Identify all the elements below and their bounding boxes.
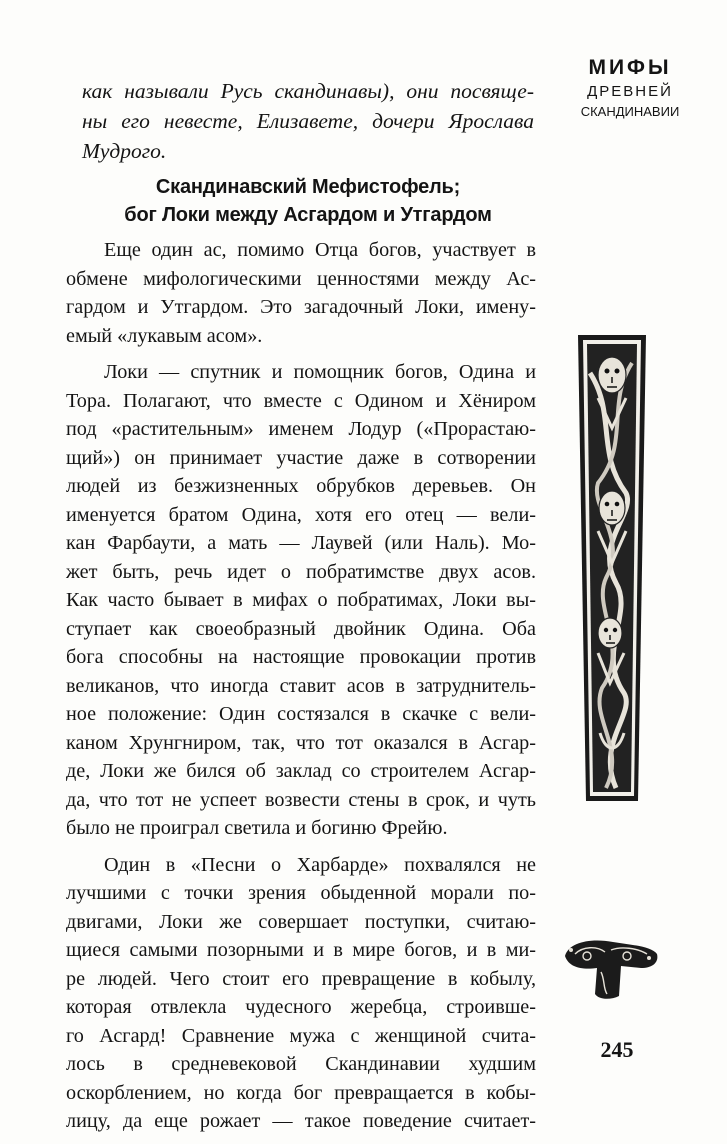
text-line: емый «лукавым асом». bbox=[66, 324, 263, 347]
paragraph-1 bbox=[66, 236, 536, 350]
section-heading-line-1: Скандинавский Мефистофель; bbox=[155, 176, 461, 198]
text-line: оскорблением, но когда бог превращается в кобы- bbox=[66, 1081, 536, 1104]
text-line: которая отвлекла чудесного жеребца, строивше- bbox=[66, 996, 536, 1018]
text-line: кан Фарбаути, а мать — Лаувей (или Наль). Мо- bbox=[66, 532, 536, 554]
text-line: го Асгард! Сравнение мужа с женщиной счита- bbox=[66, 1024, 536, 1047]
text-line: щиеся самыми позорными и в мире богов, и в ми- bbox=[66, 939, 536, 961]
text-line: лучшими с точки зрения обыденной морали по- bbox=[66, 882, 536, 904]
carved-panel-illustration bbox=[576, 333, 648, 803]
text-line: Тора. Полагают, что вместе с Одином и Хёниром bbox=[66, 389, 536, 412]
text-line: было не проиграл светила и богиню Фрейю. bbox=[66, 817, 448, 839]
running-title bbox=[570, 55, 690, 121]
text-line: каном Хрунгниром, так, что тот оказался в Асгар- bbox=[66, 731, 536, 754]
text-line: щий») он принимает участие даже в сотворении bbox=[66, 446, 536, 469]
intro-line: как называли Русь скандинавы), они посвяще- bbox=[82, 79, 534, 103]
text-line: жет быть, речь идет о побратимстве двух асов. bbox=[66, 560, 536, 583]
page-number: 245 bbox=[600, 1037, 634, 1062]
text-line: под «растительным» именем Лодур («Прорастаю- bbox=[66, 418, 536, 440]
text-line: лицу, да еще рожает — такое поведение считает- bbox=[66, 1110, 536, 1132]
text-line: ступает как своеобразный двойник Одина. Оба bbox=[66, 617, 536, 640]
text-line: Один в «Песни о Харбарде» похвалялся не bbox=[104, 853, 536, 876]
paragraph-2 bbox=[66, 358, 536, 843]
intro-line: ны его невесте, Елизавете, дочери Ярослава bbox=[82, 109, 534, 133]
body-text bbox=[66, 236, 536, 1144]
section-heading bbox=[82, 173, 534, 229]
text-line: Еще один ас, помимо Отца богов, участвует в bbox=[104, 239, 536, 261]
text-line: великанов, что иногда ставит асов в затруднитель- bbox=[66, 674, 536, 697]
text-line: де, Локи же бился об заклад со строителем Асгар- bbox=[66, 760, 536, 782]
running-title-line-1: МИФЫ bbox=[588, 56, 672, 79]
text-line: Локи — спутник и помощник богов, Одина и bbox=[104, 361, 536, 383]
text-line: обмене мифологическими ценностями между Ас- bbox=[66, 267, 536, 290]
hilt-illustration bbox=[561, 936, 661, 1002]
intro-continuation bbox=[82, 76, 534, 166]
running-title-line-3: СКАНДИНАВИИ bbox=[580, 104, 680, 119]
section-heading-line-2: бог Локи между Асгардом и Утгардом bbox=[124, 204, 492, 226]
running-title-line-2: ДРЕВНЕЙ bbox=[587, 83, 673, 100]
text-line: гардом и Утгардом. Это загадочный Локи, имену- bbox=[66, 296, 536, 318]
text-line: двигами, Локи же совершает поступки, считаю- bbox=[66, 910, 536, 933]
text-line: именуется братом Одина, хотя его отец — вели- bbox=[66, 503, 536, 526]
text-line: ре людей. Чего стоит его превращение в кобылу, bbox=[66, 967, 536, 990]
text-line: да, что тот не успеет возвести стены в срок, и чуть bbox=[66, 788, 536, 811]
text-line: Как часто бывает в мифах о побратимах, Локи вы- bbox=[66, 589, 536, 611]
text-line: людей из безжизненных обрубков деревьев. Он bbox=[66, 475, 536, 497]
text-line: ное положение: Один состязался в скачке с вели- bbox=[66, 703, 536, 725]
paragraph-3 bbox=[66, 851, 536, 1136]
intro-line: Мудрого. bbox=[82, 139, 167, 163]
text-line: бога способны на настоящие провокации против bbox=[66, 646, 536, 668]
text-line: лось в средневековой Скандинавии худшим bbox=[66, 1053, 536, 1075]
